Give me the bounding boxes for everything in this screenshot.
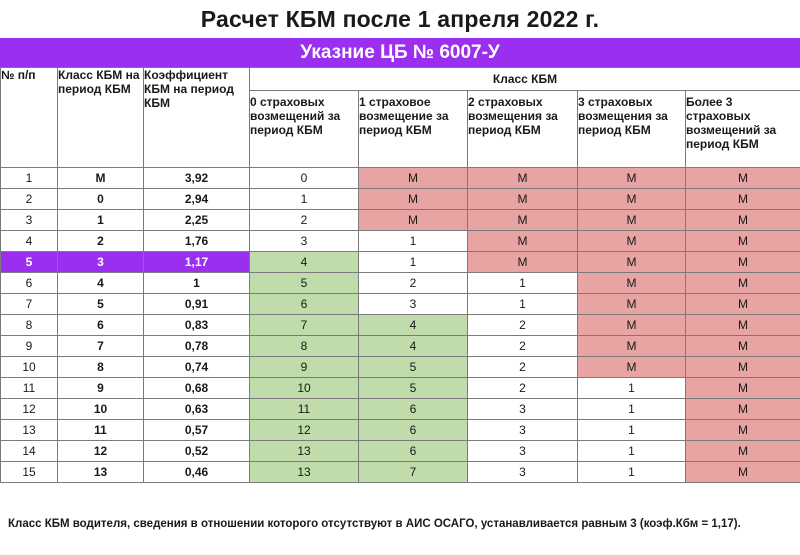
row-claims-cell: М: [578, 273, 686, 294]
table-row: [1, 168, 800, 189]
row-claims-cell: 9: [250, 357, 359, 378]
row-claims-cell: 13: [250, 462, 359, 483]
table-row: [1, 357, 800, 378]
row-number: 11: [1, 378, 58, 399]
row-coefficient: 0,74: [144, 357, 250, 378]
row-number: 8: [1, 315, 58, 336]
row-number: 6: [1, 273, 58, 294]
row-claims-cell: М: [686, 315, 800, 336]
row-kbm-class: 5: [58, 294, 144, 315]
row-claims-cell: М: [578, 357, 686, 378]
row-claims-cell: 10: [250, 378, 359, 399]
row-number: 3: [1, 210, 58, 231]
row-coefficient: 1,17: [144, 252, 250, 273]
row-claims-cell: М: [686, 378, 800, 399]
row-claims-cell: 6: [359, 441, 468, 462]
row-claims-cell: М: [686, 462, 800, 483]
row-claims-cell: 2: [359, 273, 468, 294]
row-coefficient: 1: [144, 273, 250, 294]
header-claims-2: 2 страховых возмещения за период КБМ: [468, 91, 578, 168]
row-claims-cell: М: [686, 189, 800, 210]
row-claims-cell: М: [578, 336, 686, 357]
row-claims-cell: 3: [250, 231, 359, 252]
table-row: [1, 210, 800, 231]
row-coefficient: 3,92: [144, 168, 250, 189]
header-claims-0: 0 страховых возмещений за период КБМ: [250, 91, 359, 168]
directive-banner: Указние ЦБ № 6007-У: [0, 38, 800, 67]
row-claims-cell: М: [578, 189, 686, 210]
row-claims-cell: М: [468, 231, 578, 252]
row-coefficient: 2,25: [144, 210, 250, 231]
row-claims-cell: М: [686, 336, 800, 357]
row-kbm-class: 10: [58, 399, 144, 420]
row-claims-cell: 2: [468, 336, 578, 357]
row-kbm-class: 1: [58, 210, 144, 231]
row-claims-cell: 1: [578, 420, 686, 441]
table-row: [1, 378, 800, 399]
row-claims-cell: М: [468, 189, 578, 210]
footnote: Класс КБМ водителя, сведения в отношении которого отсутствуют в АИС ОСАГО, устанавливается равным 3 (коэф.Кбм = 1,17).: [8, 518, 741, 530]
row-coefficient: 0,57: [144, 420, 250, 441]
row-claims-cell: 13: [250, 441, 359, 462]
header-num: № п/п: [1, 68, 58, 168]
row-claims-cell: М: [686, 420, 800, 441]
row-number: 7: [1, 294, 58, 315]
table-body: [1, 168, 800, 483]
header-claims-3: 3 страховых возмещения за период КБМ: [578, 91, 686, 168]
table-row: [1, 252, 800, 273]
row-kbm-class: 7: [58, 336, 144, 357]
row-claims-cell: 5: [359, 357, 468, 378]
row-coefficient: 2,94: [144, 189, 250, 210]
row-claims-cell: М: [578, 252, 686, 273]
row-claims-cell: М: [686, 273, 800, 294]
page-title: Расчет КБМ после 1 апреля 2022 г.: [200, 6, 600, 32]
row-claims-cell: 3: [468, 462, 578, 483]
row-claims-cell: М: [578, 231, 686, 252]
row-claims-cell: М: [686, 252, 800, 273]
row-kbm-class: 6: [58, 315, 144, 336]
row-kbm-class: М: [58, 168, 144, 189]
row-claims-cell: 0: [250, 168, 359, 189]
header-class-group: Класс КБМ: [250, 68, 800, 91]
row-claims-cell: 3: [468, 420, 578, 441]
row-claims-cell: М: [359, 189, 468, 210]
table-row: [1, 462, 800, 483]
row-claims-cell: 1: [468, 294, 578, 315]
row-claims-cell: М: [686, 210, 800, 231]
row-kbm-class: 8: [58, 357, 144, 378]
row-number: 12: [1, 399, 58, 420]
row-number: 9: [1, 336, 58, 357]
row-claims-cell: 7: [250, 315, 359, 336]
row-coefficient: 0,78: [144, 336, 250, 357]
table-row: [1, 315, 800, 336]
row-kbm-class: 11: [58, 420, 144, 441]
row-claims-cell: М: [578, 168, 686, 189]
header-claims-1: 1 страховое возмещение за период КБМ: [359, 91, 468, 168]
row-claims-cell: 2: [468, 357, 578, 378]
table-row: [1, 231, 800, 252]
row-claims-cell: М: [578, 294, 686, 315]
row-claims-cell: 1: [359, 231, 468, 252]
row-claims-cell: 1: [578, 441, 686, 462]
row-coefficient: 0,63: [144, 399, 250, 420]
row-coefficient: 0,91: [144, 294, 250, 315]
row-coefficient: 0,68: [144, 378, 250, 399]
row-claims-cell: 3: [468, 399, 578, 420]
kbm-table: [0, 67, 800, 483]
row-claims-cell: М: [359, 168, 468, 189]
row-claims-cell: 7: [359, 462, 468, 483]
table-row: [1, 399, 800, 420]
row-claims-cell: М: [578, 315, 686, 336]
row-coefficient: 0,46: [144, 462, 250, 483]
row-claims-cell: М: [686, 168, 800, 189]
row-number: 14: [1, 441, 58, 462]
row-claims-cell: М: [468, 210, 578, 231]
row-number: 10: [1, 357, 58, 378]
row-claims-cell: М: [359, 210, 468, 231]
row-claims-cell: 1: [578, 399, 686, 420]
row-claims-cell: 1: [578, 378, 686, 399]
row-claims-cell: М: [578, 210, 686, 231]
row-claims-cell: 5: [359, 378, 468, 399]
row-claims-cell: 3: [468, 441, 578, 462]
row-claims-cell: 4: [250, 252, 359, 273]
row-number: 2: [1, 189, 58, 210]
row-claims-cell: 5: [250, 273, 359, 294]
row-kbm-class: 9: [58, 378, 144, 399]
row-kbm-class: 12: [58, 441, 144, 462]
table-row: [1, 273, 800, 294]
row-claims-cell: 12: [250, 420, 359, 441]
row-claims-cell: 6: [359, 399, 468, 420]
row-kbm-class: 2: [58, 231, 144, 252]
row-claims-cell: 3: [359, 294, 468, 315]
row-coefficient: 0,83: [144, 315, 250, 336]
row-kbm-class: 0: [58, 189, 144, 210]
row-coefficient: 0,52: [144, 441, 250, 462]
row-kbm-class: 4: [58, 273, 144, 294]
table-row: [1, 336, 800, 357]
row-number: 4: [1, 231, 58, 252]
row-claims-cell: 1: [359, 252, 468, 273]
header-coefficient: Коэффициент КБМ на период КБМ: [144, 68, 250, 168]
table-row: [1, 294, 800, 315]
row-claims-cell: 2: [250, 210, 359, 231]
row-claims-cell: 8: [250, 336, 359, 357]
row-claims-cell: 1: [250, 189, 359, 210]
table-row: [1, 189, 800, 210]
table-header: [1, 68, 800, 168]
row-claims-cell: М: [468, 252, 578, 273]
row-claims-cell: М: [468, 168, 578, 189]
row-claims-cell: 2: [468, 378, 578, 399]
row-claims-cell: М: [686, 231, 800, 252]
row-claims-cell: 1: [468, 273, 578, 294]
row-number: 1: [1, 168, 58, 189]
row-claims-cell: М: [686, 399, 800, 420]
row-claims-cell: 4: [359, 315, 468, 336]
table-row: [1, 420, 800, 441]
header-kbm-class: Класс КБМ на период КБМ: [58, 68, 144, 168]
row-claims-cell: 11: [250, 399, 359, 420]
row-claims-cell: 4: [359, 336, 468, 357]
row-claims-cell: 1: [578, 462, 686, 483]
row-number: 15: [1, 462, 58, 483]
row-kbm-class: 3: [58, 252, 144, 273]
row-claims-cell: 2: [468, 315, 578, 336]
row-claims-cell: 6: [250, 294, 359, 315]
row-kbm-class: 13: [58, 462, 144, 483]
row-coefficient: 1,76: [144, 231, 250, 252]
row-number: 5: [1, 252, 58, 273]
table-row: [1, 441, 800, 462]
row-claims-cell: М: [686, 294, 800, 315]
row-claims-cell: М: [686, 357, 800, 378]
row-claims-cell: М: [686, 441, 800, 462]
header-claims-more: Более 3 страховых возмещений за период КБМ: [686, 91, 800, 168]
row-claims-cell: 6: [359, 420, 468, 441]
row-number: 13: [1, 420, 58, 441]
